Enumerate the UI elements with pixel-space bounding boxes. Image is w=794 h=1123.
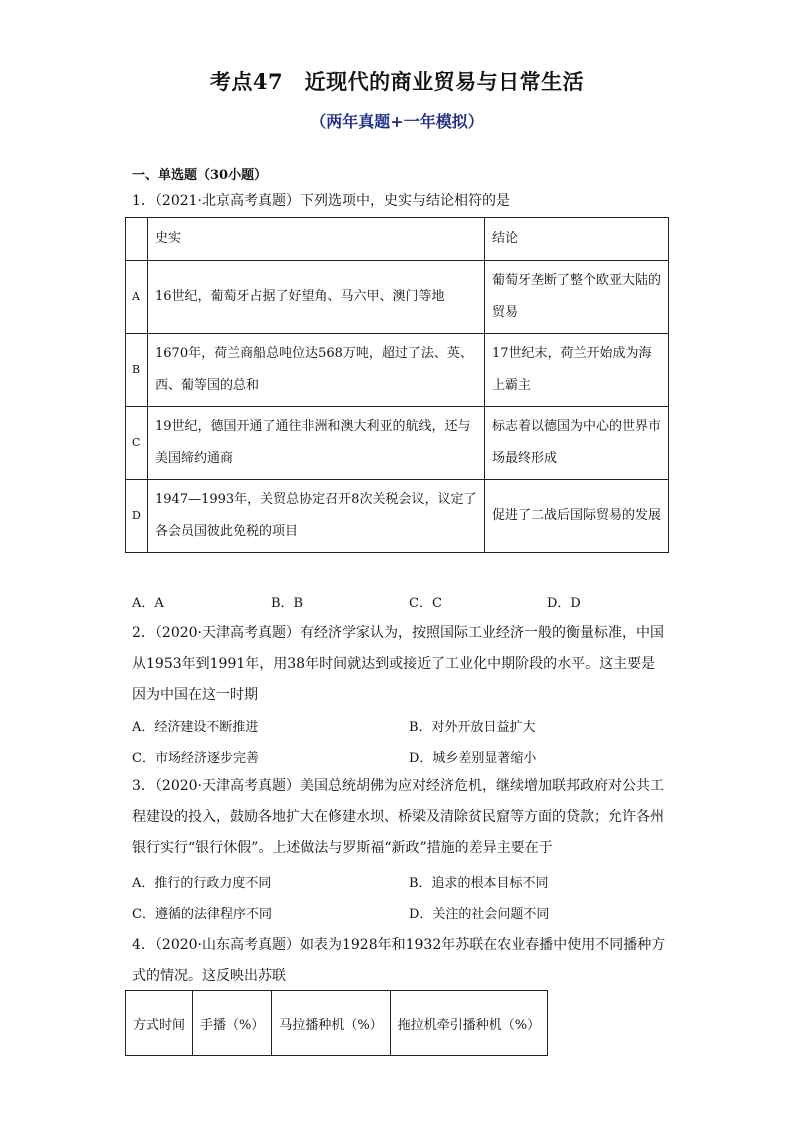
table-header-cell: 马拉播种机（%） <box>272 991 390 1056</box>
question-3-stem: 3．（2020·天津高考真题）美国总统胡佛为应对经济危机，继续增加联邦政府对公共工程建设的投入，鼓励各地扩大在修建水坝、桥梁及清除贫民窟等方面的贷款；允许各州银行实行“银行休假”。上述做法与罗斯福“新政”措施的差异主要在于 <box>132 778 664 856</box>
row-label: C <box>126 407 148 480</box>
table-header-conclusion: 结论 <box>485 218 669 261</box>
table-row <box>126 334 669 407</box>
option-d[interactable]: D．关注的社会问题不同 <box>409 907 550 922</box>
table-header-row <box>126 218 669 261</box>
table-row <box>126 480 669 553</box>
question-1-stem: 1．（2021·北京高考真题）下列选项中，史实与结论相符的是 <box>132 193 510 209</box>
table-header-cell: 手播（%） <box>193 991 272 1056</box>
row-fact: 16世纪，葡萄牙占据了好望角、马六甲、澳门等地 <box>148 261 485 334</box>
option-a[interactable]: A．A <box>132 596 164 611</box>
option-b[interactable]: B．B <box>271 596 304 611</box>
table-header-row <box>126 991 548 1056</box>
question-4-stem: 4．（2020·山东高考真题）如表为1928年和1932年苏联在农业春播中使用不同播种方式的情况。这反映出苏联 <box>132 937 666 984</box>
section-heading: 一、单选题（30小题） <box>132 168 268 183</box>
option-c[interactable]: C．市场经济逐步完善 <box>132 751 259 766</box>
row-fact: 1670年，荷兰商船总吨位达568万吨，超过了法、英、西、葡等国的总和 <box>148 334 485 407</box>
row-fact: 19世纪，德国开通了通往非洲和澳大利亚的航线，还与美国缔约通商 <box>148 407 485 480</box>
row-conclusion: 促进了二战后国际贸易的发展 <box>485 480 669 553</box>
option-c[interactable]: C．遵循的法律程序不同 <box>132 907 272 922</box>
table-row <box>126 407 669 480</box>
table-row <box>126 261 669 334</box>
table-header-fact: 史实 <box>148 218 485 261</box>
option-d[interactable]: D．D <box>547 596 581 611</box>
row-conclusion: 葡萄牙垄断了整个欧亚大陆的贸易 <box>485 261 669 334</box>
option-a[interactable]: A．经济建设不断推进 <box>132 720 259 735</box>
row-fact: 1947—1993年，关贸总协定召开8次关税会议，议定了各会员国彼此免税的项目 <box>148 480 485 553</box>
row-label: B <box>126 334 148 407</box>
row-conclusion: 17世纪末，荷兰开始成为海上霸主 <box>485 334 669 407</box>
option-b[interactable]: B．对外开放日益扩大 <box>409 720 536 735</box>
row-label: A <box>126 261 148 334</box>
question-4-table <box>125 990 548 1056</box>
question-1-table <box>125 217 669 553</box>
option-b[interactable]: B．追求的根本目标不同 <box>409 876 549 891</box>
question-2-stem: 2．（2020·天津高考真题）有经济学家认为，按照国际工业经济一般的衡量标准，中国从1953年到1991年，用38年时间就达到或接近了工业化中期阶段的水平。这主要是因为中国在这一时期 <box>132 625 664 703</box>
table-header-cell: 方式时间 <box>126 991 193 1056</box>
page-subtitle: （两年真题+一年模拟） <box>310 112 484 131</box>
row-conclusion: 标志着以德国为中心的世界市场最终形成 <box>485 407 669 480</box>
row-label: D <box>126 480 148 553</box>
page-title: 考点47 近现代的商业贸易与日常生活 <box>209 69 585 94</box>
table-corner-cell <box>126 218 148 261</box>
option-a[interactable]: A．推行的行政力度不同 <box>132 876 272 891</box>
option-c[interactable]: C．C <box>409 596 442 611</box>
option-d[interactable]: D．城乡差别显著缩小 <box>409 751 537 766</box>
table-header-cell: 拖拉机牵引播种机（%） <box>390 991 547 1056</box>
